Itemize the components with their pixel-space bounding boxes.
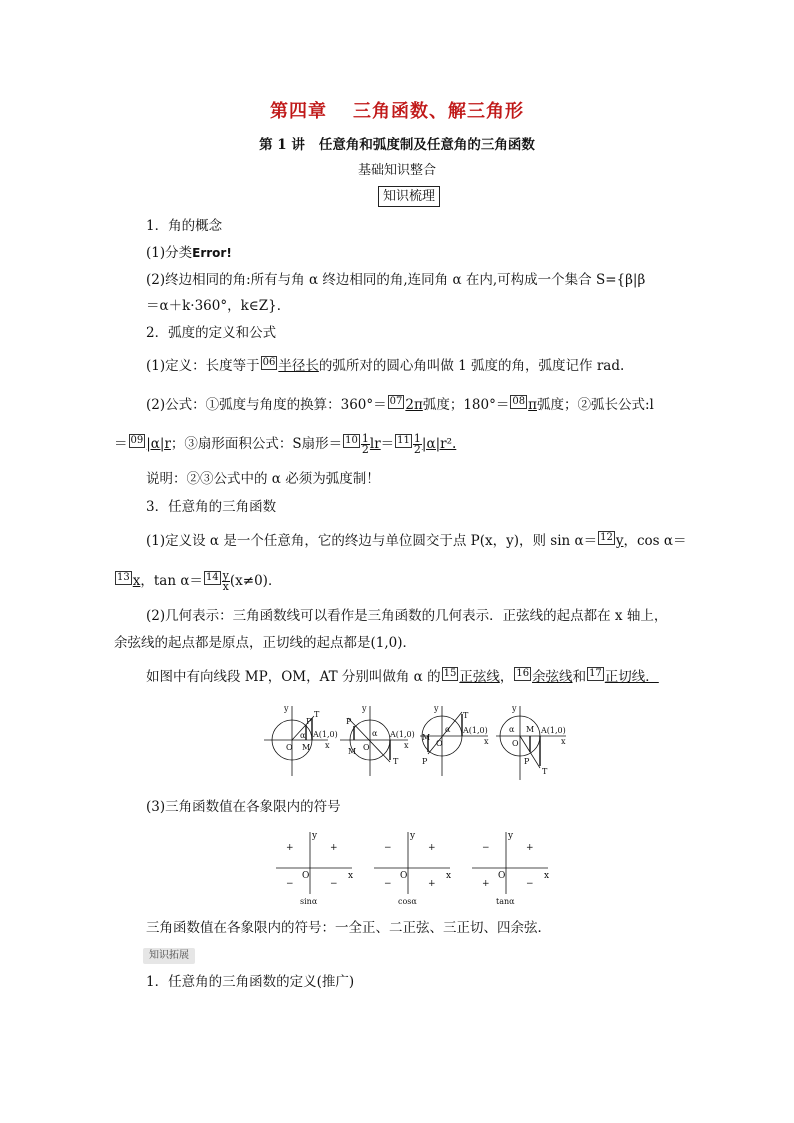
answer-08: π <box>528 397 537 413</box>
lecture-number: 第 1 讲 <box>259 137 305 153</box>
fig4-y: y <box>512 704 517 713</box>
section-3-3: (3)三角函数值在各象限内的符号 <box>146 799 341 815</box>
fig4-T: T <box>542 767 548 776</box>
section-2-1 <box>146 356 624 376</box>
s2-1-suffix: 的弧所对的圆心角叫做 1 弧度的角，弧度记作 rad. <box>318 358 625 374</box>
answer-box-13: 13 <box>117 572 130 583</box>
frac-num: 1 <box>361 432 369 445</box>
answer-box-06: 06 <box>262 357 276 368</box>
section-2-heading: 2．弧度的定义和公式 <box>146 325 277 341</box>
answer-box-08: 08 <box>512 396 526 407</box>
section-1-2-line1: (2)终边相同的角:所有与角 α 终边相同的角,连同角 α 在内,可构成一个集合 S={β|β <box>146 272 646 288</box>
s3-1-prefix: (1)定义设 α 是一个任意角，它的终边与单位圆交于点 P(x，y)，则 sin α＝ <box>146 533 598 549</box>
answer-17: 正切线． <box>604 669 659 685</box>
s3-1-suffix: (x≠0)． <box>229 573 282 589</box>
fig4-O: O <box>512 739 519 748</box>
cos-caption: cosα <box>398 897 417 906</box>
sign-fig-tan <box>472 831 549 906</box>
sign-fig-cos <box>374 831 451 906</box>
fig2-x: x <box>404 741 409 750</box>
sign-figures <box>272 828 562 906</box>
tan-q2: − <box>482 843 490 853</box>
fig3-A: A(1,0) <box>463 726 488 735</box>
fig1-A: A(1,0) <box>313 730 338 739</box>
section-3-1-line1 <box>146 531 687 551</box>
cos-q2: − <box>384 843 392 853</box>
cos-axis-y: y <box>410 831 416 841</box>
answer-box-15: 15 <box>443 668 457 679</box>
section-1-1 <box>146 243 232 263</box>
fig-comma: ， <box>499 669 514 685</box>
section-2-note: 说明：②③公式中的 α 必须为弧度制！ <box>146 471 380 487</box>
answer-11: |α|r². <box>421 436 457 452</box>
cos-q4: + <box>428 879 436 889</box>
answer-10: lr <box>369 436 381 452</box>
sin-axis-y: y <box>312 831 318 841</box>
fig3-T: T <box>463 711 469 720</box>
tan-q3: + <box>482 879 490 889</box>
fraction-half <box>361 434 370 455</box>
fig1-x: x <box>325 741 330 750</box>
fig2-P: P <box>346 717 352 726</box>
answer-15: 正弦线 <box>459 669 500 685</box>
tan-q4: − <box>526 879 534 889</box>
cos-origin: O <box>400 871 408 881</box>
fig3-O: O <box>436 739 443 748</box>
fraction-half-2 <box>413 434 422 455</box>
lecture-title <box>0 133 794 153</box>
chapter-name: 三角函数、解三角形 <box>353 101 524 122</box>
s2-2-mid1: 弧度；180°＝ <box>422 397 510 413</box>
cos-q1: + <box>428 843 436 853</box>
fig3-alpha: α <box>445 725 451 734</box>
sign-fig-sin <box>276 831 353 906</box>
answer-12: y <box>615 533 624 549</box>
cos-q3: − <box>384 879 392 889</box>
frac-y: y <box>222 569 229 582</box>
s2-1-prefix: (1)定义：长度等于 <box>146 358 260 374</box>
knowledge-extension-tag: 知识拓展 <box>143 948 195 964</box>
s2-2-prefix: (2)公式：①弧度与角度的换算：360°＝ <box>146 397 387 413</box>
fig2-M: M <box>348 747 357 756</box>
s3-1-mid2: ，tan α＝ <box>140 573 203 589</box>
fig4-M: M <box>526 725 535 734</box>
fig2-y: y <box>362 704 367 713</box>
s3-1-mid: ，cos α＝ <box>623 533 687 549</box>
frac-den-2: 2 <box>413 443 421 456</box>
answer-box-14: 14 <box>205 572 219 583</box>
section-3-heading: 3．任意角的三角函数 <box>146 499 277 515</box>
tan-axis-x: x <box>544 871 550 881</box>
fig2-O: O <box>363 743 370 752</box>
sin-origin: O <box>302 871 310 881</box>
tan-q1: + <box>526 843 534 853</box>
answer-box-11: 11 <box>397 435 410 446</box>
fig1-P: P <box>306 717 312 726</box>
fig4-A: A(1,0) <box>541 726 566 735</box>
fig3-x: x <box>484 737 489 746</box>
section-1-2-line2: ＝α＋k·360°，k∈Z}． <box>146 298 291 314</box>
tan-axis-y: y <box>508 831 514 841</box>
answer-box-09: 09 <box>130 435 144 446</box>
frac-x: x <box>222 580 229 593</box>
frac-num-2: 1 <box>413 432 421 445</box>
fig4-alpha: α <box>509 725 515 734</box>
error-text: Error! <box>192 246 232 260</box>
fraction-y-over-x <box>222 571 230 592</box>
frac-den: 2 <box>361 443 369 456</box>
answer-16: 余弦线 <box>532 669 573 685</box>
s2-2-mid2: 弧度；②弧长公式:l <box>536 397 654 413</box>
answer-box-10: 10 <box>345 435 358 446</box>
chapter-number: 第四章 <box>270 101 327 122</box>
fig1-T: T <box>314 710 320 719</box>
section-2-2-line1 <box>146 395 654 415</box>
section-3-1-line2 <box>114 571 281 592</box>
section-3-2-line2: 余弦线的起点都是原点，正切线的起点都是(1,0)． <box>114 635 417 651</box>
sin-axis-x: x <box>348 871 354 881</box>
sign-summary: 三角函数值在各象限内的符号：一全正、二正弦、三正切、四余弦． <box>146 920 551 936</box>
section-3-figure-caption <box>146 667 659 687</box>
subheading: 基础知识整合 <box>357 163 436 178</box>
s2-2-eq2: ＝ <box>380 436 395 452</box>
tan-origin: O <box>498 871 506 881</box>
fig4-P: P <box>524 757 530 766</box>
lecture-name: 任意角和弧度制及任意角的三角函数 <box>318 137 535 153</box>
unit-circle-fig-4 <box>496 706 566 780</box>
classification-label: (1)分类 <box>146 245 193 261</box>
sin-q4: − <box>330 879 338 889</box>
answer-box-16: 16 <box>516 668 530 679</box>
sin-caption: sinα <box>300 897 318 906</box>
sin-q3: − <box>286 879 294 889</box>
fig-and: 和 <box>572 669 587 685</box>
chapter-title <box>0 97 794 123</box>
section-2-2-line2 <box>114 434 456 455</box>
tan-caption: tanα <box>496 897 515 906</box>
fig2-A: A(1,0) <box>390 730 415 739</box>
fig3-P: P <box>422 757 428 766</box>
sin-q1: + <box>330 843 338 853</box>
s2-2-mid3: ；③扇形面积公式：S扇形＝ <box>170 436 343 452</box>
fig1-M: M <box>302 743 311 752</box>
answer-07: 2π <box>405 397 423 413</box>
fig3-y: y <box>434 704 439 713</box>
cos-axis-x: x <box>446 871 452 881</box>
answer-box-12: 12 <box>600 532 613 543</box>
fig-caption-prefix: 如图中有向线段 MP，OM，AT 分别叫做角 α 的 <box>146 669 441 685</box>
fig1-y: y <box>284 704 289 713</box>
section-3-2-line1: (2)几何表示：三角函数线可以看作是三角函数的几何表示．正弦线的起点都在 x 轴上， <box>146 608 668 624</box>
answer-09: |α|r <box>146 436 171 452</box>
fig3-M: M <box>422 733 431 742</box>
section-1-heading: 1．角的概念 <box>146 218 223 234</box>
fig2-T: T <box>393 757 399 766</box>
answer-06: 半径长 <box>278 358 319 374</box>
s2-2-eq: ＝ <box>114 436 128 452</box>
extension-1: 1．任意角的三角函数的定义(推广) <box>146 974 355 990</box>
answer-box-17: 17 <box>589 668 602 679</box>
fig1-O: O <box>286 743 293 752</box>
answer-13: x <box>132 573 141 589</box>
fig2-alpha: α <box>372 729 378 738</box>
section-box-knowledge: 知识梳理 <box>378 186 440 207</box>
fig1-alpha: α <box>300 731 306 740</box>
answer-box-07: 07 <box>389 396 403 407</box>
unit-circle-figures <box>262 702 570 782</box>
sin-q2: + <box>286 843 294 853</box>
fig4-x: x <box>561 737 566 746</box>
